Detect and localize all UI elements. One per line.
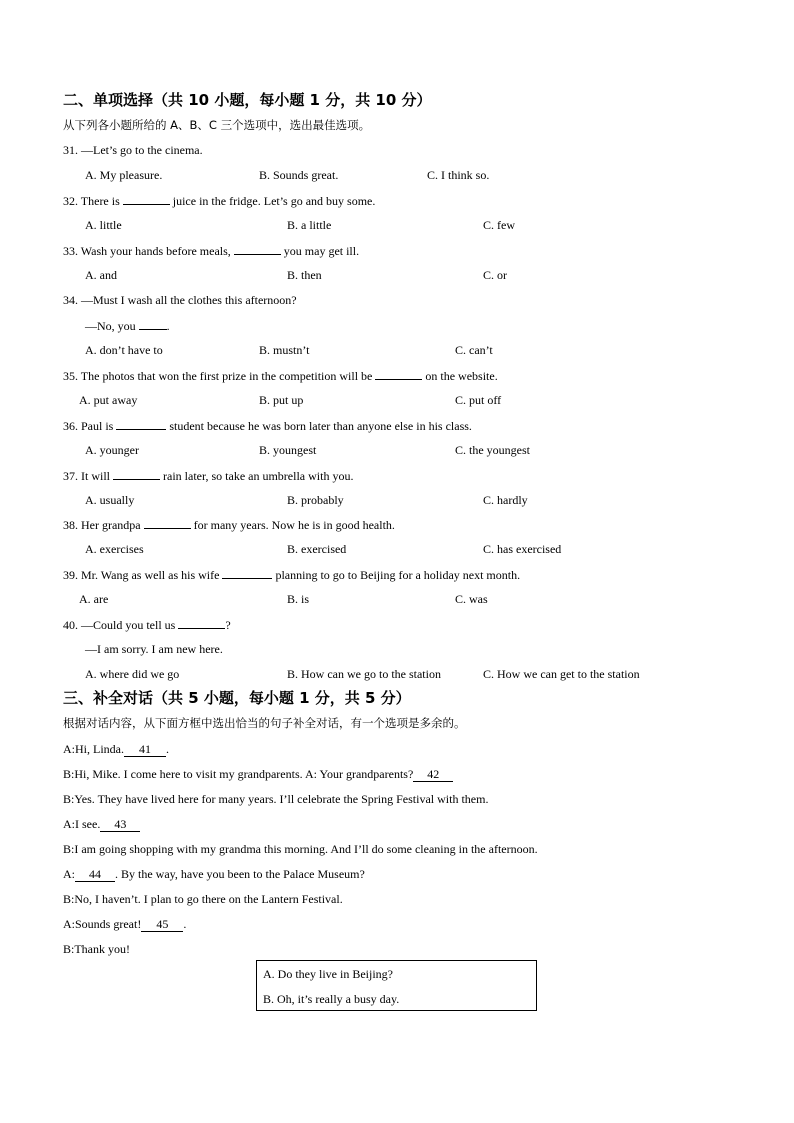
blank-43: 43	[100, 817, 140, 832]
blank-42: 42	[413, 767, 453, 782]
question-33: 33. Wash your hands before meals, you may get ill.	[63, 244, 360, 258]
section-3-title: 三、补全对话（共 5 小题，每小题 1 分，共 5 分）	[63, 689, 411, 707]
answer-blank	[234, 242, 281, 255]
option-32-a: A. little	[85, 218, 122, 232]
answer-blank	[116, 417, 166, 430]
answer-blank	[123, 192, 170, 205]
option-33-b: B. then	[287, 268, 322, 282]
question-35: 35. The photos that won the first prize in the competition will be on the website.	[63, 369, 498, 383]
answer-blank	[375, 367, 422, 380]
option-35-b: B. put up	[259, 393, 304, 407]
answer-blank	[139, 317, 167, 330]
option-39-b: B. is	[287, 592, 310, 606]
option-32-c: C. few	[483, 218, 515, 232]
question-31: 31. —Let’s go to the cinema.	[63, 143, 203, 157]
answer-blank	[144, 516, 191, 529]
option-34-a: A. don’t have to	[85, 343, 163, 357]
option-37-c: C. hardly	[483, 493, 528, 507]
option-36-c: C. the youngest	[455, 443, 530, 457]
question-37: 37. It will rain later, so take an umbrella with you.	[63, 469, 354, 483]
dialogue-line-9: B:Thank you!	[63, 942, 130, 956]
dialogue-line-1: A:Hi, Linda. 41 .	[63, 742, 169, 756]
question-36: 36. Paul is student because he was born later than anyone else in his class.	[63, 419, 472, 433]
blank-45: 45	[141, 917, 183, 932]
option-38-a: A. exercises	[85, 542, 144, 556]
option-40-c: C. How we can get to the station	[483, 667, 640, 681]
option-31-a: A. My pleasure.	[85, 168, 163, 182]
option-40-a: A. where did we go	[85, 667, 180, 681]
option-37-b: B. probably	[287, 493, 344, 507]
option-40-b: B. How can we go to the station	[287, 667, 441, 681]
option-33-c: C. or	[483, 268, 507, 282]
blank-41: 41	[124, 742, 166, 757]
question-40: 40. —Could you tell us ?	[63, 618, 231, 632]
option-33-a: A. and	[85, 268, 117, 282]
question-40-reply: —I am sorry. I am new here.	[85, 642, 223, 656]
option-35-c: C. put off	[455, 393, 502, 407]
answer-blank	[113, 467, 160, 480]
option-37-a: A. usually	[85, 493, 135, 507]
blank-44: 44	[75, 867, 115, 882]
question-34: 34. —Must I wash all the clothes this afternoon?	[63, 293, 297, 307]
question-38: 38. Her grandpa for many years. Now he is in good health.	[63, 518, 395, 532]
dialogue-line-7: B:No, I haven’t. I plan to go there on the Lantern Festival.	[63, 892, 343, 906]
option-34-b: B. mustn’t	[259, 343, 310, 357]
option-31-b: B. Sounds great.	[259, 168, 339, 182]
option-35-a: A. put away	[79, 393, 138, 407]
box-option-a: A. Do they live in Beijing?	[263, 967, 393, 981]
option-36-b: B. youngest	[259, 443, 317, 457]
question-32: 32. There is juice in the fridge. Let’s go and buy some.	[63, 194, 376, 208]
option-31-c: C. I think so.	[427, 168, 490, 182]
dialogue-line-6: A: 44 . By the way, have you been to the Palace Museum?	[63, 867, 365, 881]
question-34-reply: —No, you .	[85, 319, 170, 333]
option-38-c: C. has exercised	[483, 542, 562, 556]
option-36-a: A. younger	[85, 443, 139, 457]
dialogue-line-3: B:Yes. They have lived here for many years. I’ll celebrate the Spring Festival with them.	[63, 792, 489, 806]
section-3-instruction: 根据对话内容，从下面方框中选出恰当的句子补全对话，有一个选项是多余的。	[63, 716, 466, 730]
answer-blank	[178, 616, 225, 629]
section-2-instruction: 从下列各小题所给的 A、B、C 三个选项中，选出最佳选项。	[63, 118, 371, 132]
option-38-b: B. exercised	[287, 542, 347, 556]
option-39-a: A. are	[79, 592, 109, 606]
option-34-c: C. can’t	[455, 343, 493, 357]
options-box	[256, 960, 537, 1011]
answer-blank	[222, 566, 272, 579]
dialogue-line-5: B:I am going shopping with my grandma this morning. And I’ll do some cleaning in the afternoon.	[63, 842, 538, 856]
option-39-c: C. was	[455, 592, 488, 606]
box-option-b: B. Oh, it’s really a busy day.	[263, 992, 400, 1006]
section-2-title: 二、单项选择（共 10 小题，每小题 1 分，共 10 分）	[63, 91, 432, 109]
dialogue-line-4: A:I see. 43	[63, 816, 140, 832]
dialogue-line-2: B:Hi, Mike. I come here to visit my grandparents. A: Your grandparents? 42	[63, 766, 453, 782]
dialogue-line-8: A:Sounds great! 45 .	[63, 917, 187, 931]
option-32-b: B. a little	[287, 218, 332, 232]
question-39: 39. Mr. Wang as well as his wife planning to go to Beijing for a holiday next month.	[63, 568, 521, 582]
